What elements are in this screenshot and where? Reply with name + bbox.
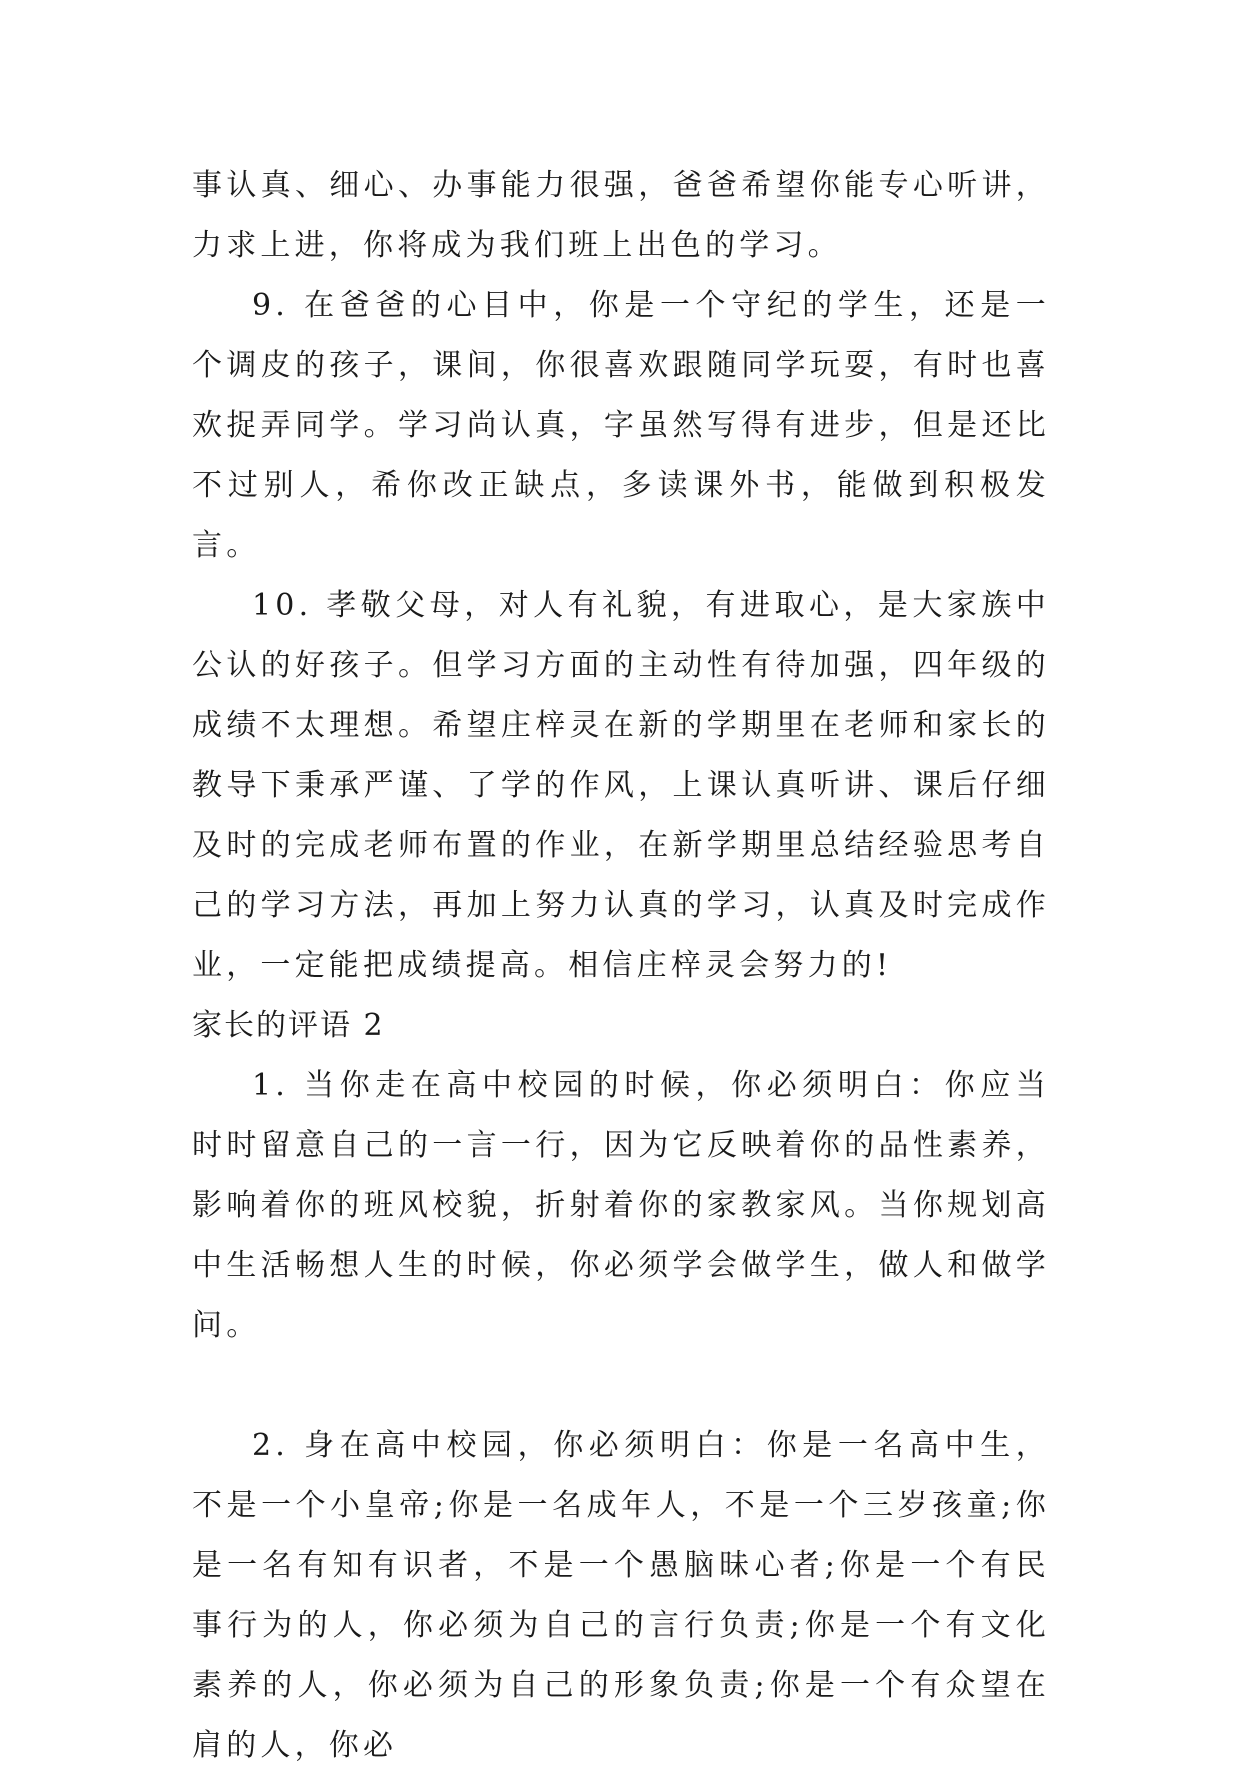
paragraph-item-1: 1. 当你走在高中校园的时候，你必须明白：你应当时时留意自己的一言一行，因为它反映着你的品性素养，影响着你的班风校貌，折射着你的家教家风。当你规划高中生活畅想人生的时候，你必须学会做学生，做人和做学问。	[192, 1068, 1050, 1343]
document-body	[192, 156, 1050, 1776]
paragraph-item-10: 10. 孝敬父母，对人有礼貌，有进取心，是大家族中公认的好孩子。但学习方面的主动性有待加强，四年级的成绩不太理想。希望庄梓灵在新的学期里在老师和家长的教导下秉承严谨、了学的作风，上课认真听讲、课后仔细及时的完成老师布置的作业，在新学期里总结经验思考自己的学习方法，再加上努力认真的学习，认真及时完成作业，一定能把成绩提高。相信庄梓灵会努力的!	[192, 588, 1050, 983]
blank-line	[192, 1356, 1050, 1416]
section-heading: 家长的评语 2	[192, 1008, 385, 1043]
paragraph-item-9: 9. 在爸爸的心目中，你是一个守纪的学生，还是一个调皮的孩子，课间，你很喜欢跟随同学玩耍，有时也喜欢捉弄同学。学习尚认真，字虽然写得有进步，但是还比不过别人，希你改正缺点，多读课外书，能做到积极发言。	[192, 288, 1050, 563]
paragraph-item-2: 2. 身在高中校园，你必须明白：你是一名高中生，不是一个小皇帝;你是一名成年人，不是一个三岁孩童;你是一名有知有识者，不是一个愚脑昧心者;你是一个有民事行为的人，你必须为自己的言行负责;你是一个有文化素养的人，你必须为自己的形象负责;你是一个有众望在肩的人，你必	[192, 1428, 1050, 1763]
paragraph-continued: 事认真、细心、办事能力很强，爸爸希望你能专心听讲，力求上进，你将成为我们班上出色的学习。	[192, 168, 1050, 263]
